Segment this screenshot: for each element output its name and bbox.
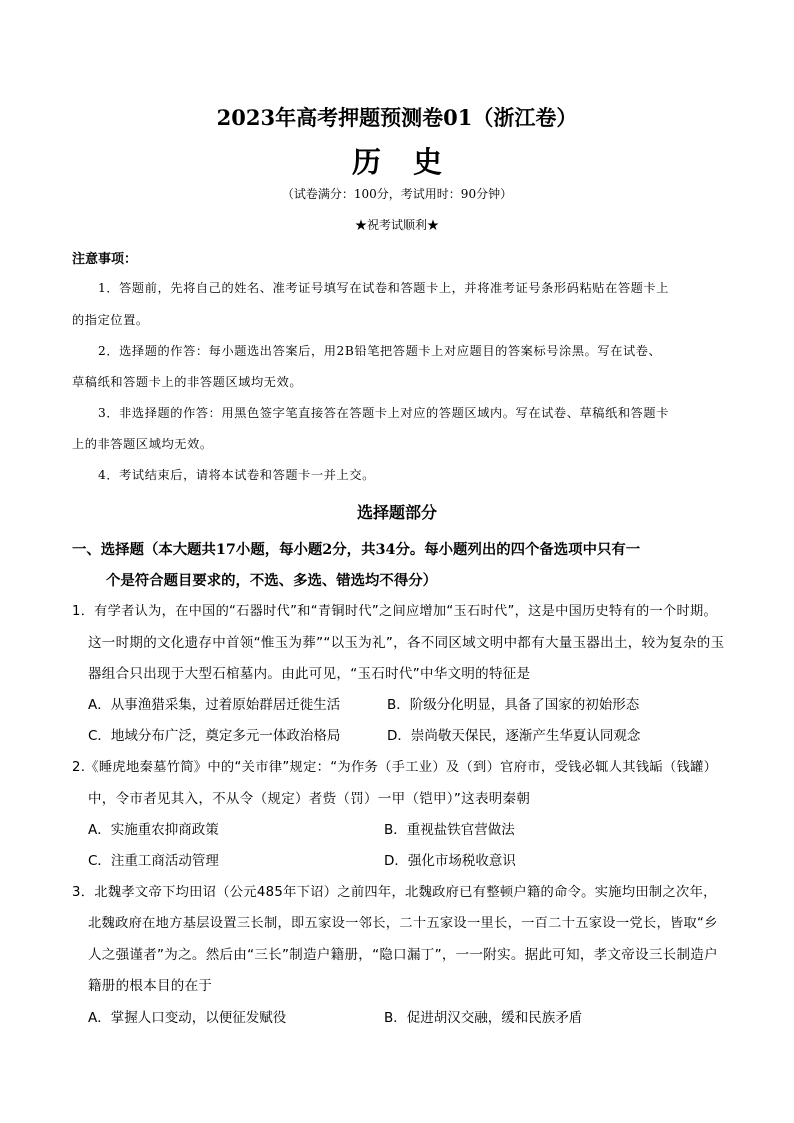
- question-3-stem: 籍册的根本目的在于: [88, 978, 213, 994]
- notice-line: 2．选择题的作答：每小题选出答案后，用2B铅笔把答题卡上对应题目的答案标号涂黑。写在试卷、: [98, 344, 662, 358]
- question-2-option-b: B．重视盐铁官营做法: [384, 822, 515, 838]
- question-2-stem: 中，令市者见其入，不从令（规定）者赀（罚）一甲（铠甲）”这表明秦朝: [88, 791, 531, 807]
- exam-info: （试卷满分：100分，考试用时：90分钟）: [281, 187, 513, 201]
- question-3-stem: 3．北魏孝文帝下均田诏（公元485年下诏）之前四年，北魏政府已有整顿户籍的命令。实施均田制之次年，: [72, 885, 717, 900]
- exam-title: 2023年高考押题预测卷01（浙江卷）: [216, 105, 578, 130]
- question-2-option-c: C．注重工商活动管理: [88, 853, 219, 869]
- question-2-stem: 2.《睡虎地秦墓竹简》中的“关市律”规定：“为作务（手工业）及（到）官府市，受钱必辄人其钱缿（钱罐）: [72, 760, 718, 775]
- notice-line: 4．考试结束后，请将本试卷和答题卡一并上交。: [98, 468, 375, 482]
- question-1-option-d: D．崇尚敬天保民，逐渐产生华夏认同观念: [387, 728, 641, 744]
- question-1-stem: 1．有学者认为，在中国的“石器时代”和“青铜时代”之间应增加“玉石时代”，这是中国历史特有的一个时期。: [72, 604, 717, 619]
- question-1-option-c: C．地域分布广泛，奠定多元一体政治格局: [88, 728, 341, 744]
- section-title: 选择题部分: [356, 503, 437, 522]
- part-heading: 个是符合题目要求的，不选、多选、错选均不得分）: [106, 572, 437, 589]
- question-1-option-b: B．阶级分化明显，具备了国家的初始形态: [387, 697, 640, 713]
- subject-char: 历: [351, 145, 381, 179]
- notice-line: 1．答题前，先将自己的姓名、准考证号填写在试卷和答题卡上，并将准考证号条形码粘贴在答题卡上: [98, 281, 670, 295]
- good-luck-line: ★祝考试顺利★: [354, 218, 439, 232]
- question-3-stem: 人之强谨者”为之。然后由“三长”制造户籍册，“隐口漏丁”，一一附实。据此可知，孝文帝设三长制造户: [88, 947, 718, 963]
- question-3-option-a: A．掌握人口变动，以便征发赋役: [88, 1010, 287, 1026]
- question-1-stem: 器组合只出现于大型石棺墓内。由此可见，“玉石时代”中华文明的特征是: [88, 666, 531, 682]
- question-3-stem: 北魏政府在地方基层设置三长制，即五家设一邻长，二十五家设一里长，一百二十五家设一党长，皆取“乡: [88, 916, 718, 931]
- notice-line: 的指定位置。: [72, 313, 149, 327]
- question-1-stem: 这一时期的文化遗存中首领“惟玉为葬”“以玉为礼”，各不同区域文明中都有大量玉器出土，较为复杂的玉: [88, 635, 725, 651]
- subject-char: 史: [413, 145, 443, 179]
- notice-line: 草稿纸和答题卡上的非答题区域均无效。: [72, 375, 303, 389]
- subject-title: [0, 140, 794, 181]
- notice-line: 3．非选择题的作答：用黑色签字笔直接答在答题卡上对应的答题区域内。写在试卷、草稿纸和答题卡: [98, 406, 670, 420]
- question-2-option-d: D．强化市场税收意识: [384, 853, 516, 869]
- question-2-option-a: A．实施重农抑商政策: [88, 822, 219, 838]
- part-heading: 一、选择题（本大题共17小题，每小题2分，共34分。每小题列出的四个备选项中只有一: [72, 541, 641, 558]
- notice-line: 上的非答题区域均无效。: [72, 437, 213, 451]
- question-1-option-a: A．从事渔猎采集，过着原始群居迁徙生活: [88, 697, 341, 713]
- question-3-option-b: B．促进胡汉交融，缓和民族矛盾: [384, 1010, 583, 1026]
- notice-heading: 注意事项：: [72, 252, 138, 267]
